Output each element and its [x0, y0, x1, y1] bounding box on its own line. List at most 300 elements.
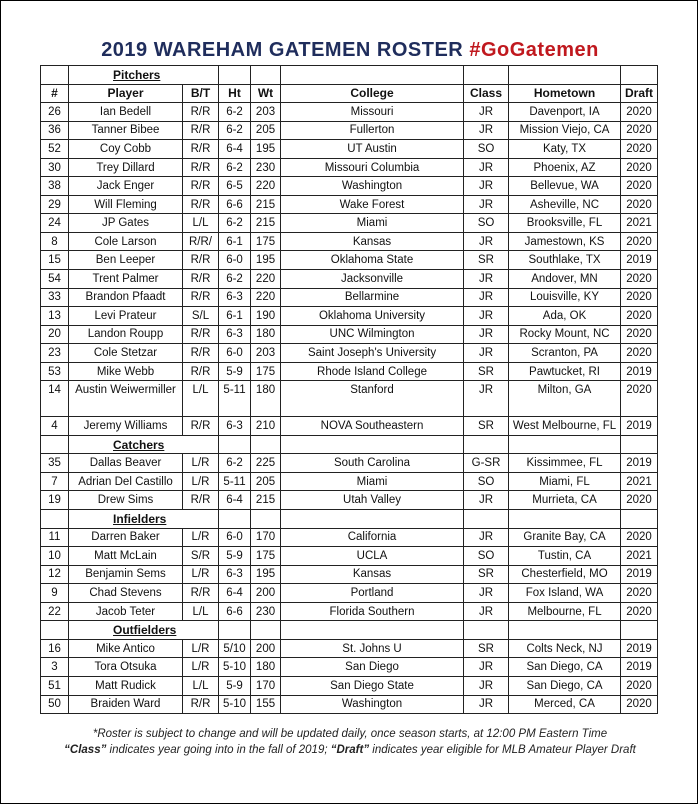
draft-year: 2019: [621, 658, 658, 677]
player-row: [41, 695, 658, 714]
player-row: [41, 158, 658, 177]
section-blank-cell: [41, 621, 69, 640]
bats-throws: R/R: [183, 195, 219, 214]
draft-year: 2020: [621, 491, 658, 510]
college: UCLA: [281, 547, 464, 566]
player-row: [41, 676, 658, 695]
height: 5/10: [219, 639, 251, 658]
section-blank-cell: [509, 510, 621, 529]
height: 6-0: [219, 528, 251, 547]
bats-throws: L/R: [183, 565, 219, 584]
roster-table: [40, 65, 658, 714]
class-year: JR: [464, 676, 509, 695]
player-name: JP Gates: [69, 214, 183, 233]
draft-year: 2020: [621, 695, 658, 714]
class-year: SO: [464, 547, 509, 566]
jersey-number: 33: [41, 288, 69, 307]
height: 6-2: [219, 214, 251, 233]
jersey-number: 22: [41, 602, 69, 621]
player-row: [41, 288, 658, 307]
section-blank-cell: [281, 510, 464, 529]
player-name: Mike Antico: [69, 639, 183, 658]
player-row: [41, 381, 658, 417]
draft-year: 2020: [621, 381, 658, 417]
class-year: JR: [464, 177, 509, 196]
section-blank-cell: [251, 510, 281, 529]
hometown: Pawtucket, RI: [509, 362, 621, 381]
bats-throws: R/R: [183, 695, 219, 714]
jersey-number: 13: [41, 307, 69, 326]
college: Miami: [281, 472, 464, 491]
bats-throws: S/L: [183, 307, 219, 326]
section-blank-cell: [219, 510, 251, 529]
college: Kansas: [281, 232, 464, 251]
bats-throws: L/L: [183, 381, 219, 417]
section-blank-cell: [251, 435, 281, 454]
jersey-number: 9: [41, 584, 69, 603]
college: Missouri Columbia: [281, 158, 464, 177]
bats-throws: L/L: [183, 602, 219, 621]
hometown: Brooksville, FL: [509, 214, 621, 233]
class-term: “Class”: [64, 744, 107, 756]
height: 5-9: [219, 676, 251, 695]
player-row: [41, 270, 658, 289]
hometown: Bellevue, WA: [509, 177, 621, 196]
college: Rhode Island College: [281, 362, 464, 381]
jersey-number: 12: [41, 565, 69, 584]
section-blank-cell: [464, 435, 509, 454]
bats-throws: L/R: [183, 528, 219, 547]
player-name: Tora Otsuka: [69, 658, 183, 677]
jersey-number: 50: [41, 695, 69, 714]
draft-year: 2020: [621, 121, 658, 140]
height: 5-9: [219, 362, 251, 381]
college: NOVA Southeastern: [281, 417, 464, 436]
jersey-number: 3: [41, 658, 69, 677]
column-header-row: [41, 84, 658, 103]
class-year: G-SR: [464, 454, 509, 473]
player-name: Landon Roupp: [69, 325, 183, 344]
jersey-number: 53: [41, 362, 69, 381]
player-row: [41, 658, 658, 677]
column-header-college: College: [281, 84, 464, 103]
weight: 215: [251, 214, 281, 233]
jersey-number: 16: [41, 639, 69, 658]
height: 6-5: [219, 177, 251, 196]
hometown: Mission Viejo, CA: [509, 121, 621, 140]
college: Oklahoma University: [281, 307, 464, 326]
player-row: [41, 121, 658, 140]
draft-year: 2020: [621, 528, 658, 547]
height: 6-0: [219, 344, 251, 363]
hometown: Fox Island, WA: [509, 584, 621, 603]
class-year: JR: [464, 344, 509, 363]
weight: 200: [251, 639, 281, 658]
college: Portland: [281, 584, 464, 603]
draft-year: 2020: [621, 270, 658, 289]
jersey-number: 30: [41, 158, 69, 177]
player-row: [41, 584, 658, 603]
class-year: JR: [464, 288, 509, 307]
player-row: [41, 565, 658, 584]
height: 6-3: [219, 325, 251, 344]
bats-throws: R/R: [183, 251, 219, 270]
player-row: [41, 639, 658, 658]
height: 6-2: [219, 103, 251, 122]
bats-throws: R/R/: [183, 232, 219, 251]
section-blank-cell: [41, 435, 69, 454]
bats-throws: R/R: [183, 584, 219, 603]
section-blank-cell: [219, 66, 251, 85]
jersey-number: 36: [41, 121, 69, 140]
player-row: [41, 140, 658, 159]
class-year: SO: [464, 214, 509, 233]
player-row: [41, 454, 658, 473]
college: Jacksonville: [281, 270, 464, 289]
draft-term: “Draft”: [330, 744, 370, 756]
hometown: Granite Bay, CA: [509, 528, 621, 547]
player-row: [41, 547, 658, 566]
college: Saint Joseph's University: [281, 344, 464, 363]
draft-year: 2020: [621, 676, 658, 695]
bats-throws: L/R: [183, 658, 219, 677]
jersey-number: 35: [41, 454, 69, 473]
jersey-number: 10: [41, 547, 69, 566]
player-row: [41, 307, 658, 326]
class-year: SR: [464, 639, 509, 658]
player-name: Jeremy Williams: [69, 417, 183, 436]
hometown: Melbourne, FL: [509, 602, 621, 621]
draft-year: 2020: [621, 232, 658, 251]
height: 5-10: [219, 695, 251, 714]
weight: 210: [251, 417, 281, 436]
draft-year: 2020: [621, 602, 658, 621]
section-blank-cell: [219, 435, 251, 454]
weight: 170: [251, 676, 281, 695]
height: 6-3: [219, 417, 251, 436]
draft-year: 2020: [621, 288, 658, 307]
hometown: Murrieta, CA: [509, 491, 621, 510]
hometown: Jamestown, KS: [509, 232, 621, 251]
bats-throws: L/L: [183, 676, 219, 695]
player-row: [41, 344, 658, 363]
player-name: Trey Dillard: [69, 158, 183, 177]
college: Oklahoma State: [281, 251, 464, 270]
weight: 170: [251, 528, 281, 547]
player-name: Jacob Teter: [69, 602, 183, 621]
draft-year: 2020: [621, 584, 658, 603]
class-year: SR: [464, 565, 509, 584]
class-year: JR: [464, 658, 509, 677]
player-name: Chad Stevens: [69, 584, 183, 603]
hometown: Milton, GA: [509, 381, 621, 417]
bats-throws: L/R: [183, 639, 219, 658]
jersey-number: 52: [41, 140, 69, 159]
college: Washington: [281, 177, 464, 196]
draft-year: 2020: [621, 103, 658, 122]
height: 5-11: [219, 381, 251, 417]
weight: 175: [251, 547, 281, 566]
hometown: Scranton, PA: [509, 344, 621, 363]
weight: 225: [251, 454, 281, 473]
weight: 220: [251, 270, 281, 289]
class-definition: indicates year going into in the fall of 2019;: [106, 744, 331, 756]
college: Utah Valley: [281, 491, 464, 510]
draft-year: 2019: [621, 454, 658, 473]
jersey-number: 26: [41, 103, 69, 122]
section-blank-cell: [464, 66, 509, 85]
player-row: [41, 251, 658, 270]
weight: 203: [251, 103, 281, 122]
section-label: Pitchers: [69, 66, 219, 85]
section-label: Catchers: [69, 435, 219, 454]
bats-throws: R/R: [183, 158, 219, 177]
jersey-number: 4: [41, 417, 69, 436]
player-row: [41, 491, 658, 510]
class-year: JR: [464, 158, 509, 177]
class-year: JR: [464, 103, 509, 122]
player-name: Ben Leeper: [69, 251, 183, 270]
draft-year: 2019: [621, 639, 658, 658]
bats-throws: R/R: [183, 491, 219, 510]
class-year: JR: [464, 195, 509, 214]
player-name: Cole Stetzar: [69, 344, 183, 363]
hometown: San Diego, CA: [509, 658, 621, 677]
weight: 175: [251, 232, 281, 251]
class-year: JR: [464, 121, 509, 140]
draft-year: 2020: [621, 140, 658, 159]
player-name: Trent Palmer: [69, 270, 183, 289]
player-name: Tanner Bibee: [69, 121, 183, 140]
player-row: [41, 325, 658, 344]
weight: 230: [251, 602, 281, 621]
section-blank-cell: [464, 510, 509, 529]
player-name: Darren Baker: [69, 528, 183, 547]
title-hashtag: #GoGatemen: [469, 39, 599, 61]
bats-throws: S/R: [183, 547, 219, 566]
jersey-number: 19: [41, 491, 69, 510]
height: 6-3: [219, 288, 251, 307]
hometown: Miami, FL: [509, 472, 621, 491]
weight: 220: [251, 177, 281, 196]
column-header-draft-year: Draft: [621, 84, 658, 103]
college: Miami: [281, 214, 464, 233]
player-row: [41, 528, 658, 547]
hometown: Rocky Mount, NC: [509, 325, 621, 344]
jersey-number: 14: [41, 381, 69, 417]
class-year: SR: [464, 417, 509, 436]
class-year: SR: [464, 251, 509, 270]
draft-year: 2020: [621, 344, 658, 363]
class-year: JR: [464, 307, 509, 326]
draft-year: 2020: [621, 195, 658, 214]
bats-throws: L/L: [183, 214, 219, 233]
bats-throws: R/R: [183, 103, 219, 122]
player-name: Austin Weiwermiller: [69, 381, 183, 417]
height: 6-2: [219, 158, 251, 177]
section-blank-cell: [281, 66, 464, 85]
player-row: [41, 602, 658, 621]
college: St. Johns U: [281, 639, 464, 658]
weight: 220: [251, 288, 281, 307]
class-year: JR: [464, 584, 509, 603]
draft-year: 2021: [621, 547, 658, 566]
college: South Carolina: [281, 454, 464, 473]
jersey-number: 23: [41, 344, 69, 363]
column-header-player-name: Player: [69, 84, 183, 103]
weight: 180: [251, 381, 281, 417]
height: 6-4: [219, 584, 251, 603]
section-blank-cell: [621, 435, 658, 454]
column-header-height: Ht: [219, 84, 251, 103]
section-blank-cell: [251, 66, 281, 85]
jersey-number: 20: [41, 325, 69, 344]
height: 6-2: [219, 121, 251, 140]
section-blank-cell: [621, 510, 658, 529]
player-row: [41, 417, 658, 436]
player-name: Coy Cobb: [69, 140, 183, 159]
hometown: Katy, TX: [509, 140, 621, 159]
hometown: Ada, OK: [509, 307, 621, 326]
college: Washington: [281, 695, 464, 714]
draft-year: 2019: [621, 565, 658, 584]
draft-year: 2019: [621, 251, 658, 270]
jersey-number: 24: [41, 214, 69, 233]
section-header-pitchers: [41, 66, 658, 85]
hometown: West Melbourne, FL: [509, 417, 621, 436]
class-year: JR: [464, 381, 509, 417]
college: Missouri: [281, 103, 464, 122]
hometown: Andover, MN: [509, 270, 621, 289]
player-name: Brandon Pfaadt: [69, 288, 183, 307]
weight: 203: [251, 344, 281, 363]
player-row: [41, 195, 658, 214]
college: Kansas: [281, 565, 464, 584]
page-title: [1, 39, 698, 62]
section-header-outfielders: [41, 621, 658, 640]
player-name: Ian Bedell: [69, 103, 183, 122]
section-blank-cell: [621, 621, 658, 640]
college: UT Austin: [281, 140, 464, 159]
bats-throws: R/R: [183, 325, 219, 344]
college: San Diego State: [281, 676, 464, 695]
draft-year: 2019: [621, 417, 658, 436]
player-row: [41, 472, 658, 491]
draft-year: 2021: [621, 214, 658, 233]
player-row: [41, 177, 658, 196]
draft-year: 2020: [621, 325, 658, 344]
hometown: Southlake, TX: [509, 251, 621, 270]
section-blank-cell: [464, 621, 509, 640]
jersey-number: 7: [41, 472, 69, 491]
jersey-number: 51: [41, 676, 69, 695]
college: California: [281, 528, 464, 547]
height: 6-1: [219, 307, 251, 326]
player-name: Dallas Beaver: [69, 454, 183, 473]
hometown: Colts Neck, NJ: [509, 639, 621, 658]
college: UNC Wilmington: [281, 325, 464, 344]
draft-definition: indicates year eligible for MLB Amateur Player Draft: [369, 744, 636, 756]
class-year: JR: [464, 528, 509, 547]
footnote-roster-change: *Roster is subject to change and will be updated daily, once season starts, at 12:00 PM Eastern Time: [92, 728, 608, 740]
height: 6-4: [219, 491, 251, 510]
player-name: Benjamin Sems: [69, 565, 183, 584]
hometown: Tustin, CA: [509, 547, 621, 566]
weight: 230: [251, 158, 281, 177]
class-year: SO: [464, 472, 509, 491]
height: 5-10: [219, 658, 251, 677]
player-name: Matt McLain: [69, 547, 183, 566]
section-header-catchers: [41, 435, 658, 454]
section-blank-cell: [509, 621, 621, 640]
college: Stanford: [281, 381, 464, 417]
footnotes: [1, 726, 698, 758]
player-name: Matt Rudick: [69, 676, 183, 695]
hometown: Phoenix, AZ: [509, 158, 621, 177]
height: 6-2: [219, 454, 251, 473]
jersey-number: 29: [41, 195, 69, 214]
section-blank-cell: [621, 66, 658, 85]
hometown: Louisville, KY: [509, 288, 621, 307]
player-name: Adrian Del Castillo: [69, 472, 183, 491]
college: Bellarmine: [281, 288, 464, 307]
player-name: Drew Sims: [69, 491, 183, 510]
jersey-number: 8: [41, 232, 69, 251]
weight: 175: [251, 362, 281, 381]
column-header-jersey-number: #: [41, 84, 69, 103]
section-label: Infielders: [69, 510, 219, 529]
player-name: Braiden Ward: [69, 695, 183, 714]
hometown: Kissimmee, FL: [509, 454, 621, 473]
bats-throws: L/R: [183, 454, 219, 473]
section-blank-cell: [281, 621, 464, 640]
college: Wake Forest: [281, 195, 464, 214]
jersey-number: 54: [41, 270, 69, 289]
hometown: Merced, CA: [509, 695, 621, 714]
bats-throws: R/R: [183, 177, 219, 196]
weight: 195: [251, 140, 281, 159]
college: Fullerton: [281, 121, 464, 140]
footnote-definitions: [1, 742, 698, 758]
bats-throws: L/R: [183, 472, 219, 491]
player-name: Will Fleming: [69, 195, 183, 214]
player-name: Cole Larson: [69, 232, 183, 251]
section-blank-cell: [509, 435, 621, 454]
column-header-weight: Wt: [251, 84, 281, 103]
section-blank-cell: [219, 621, 251, 640]
class-year: JR: [464, 602, 509, 621]
section-blank-cell: [41, 510, 69, 529]
class-year: SR: [464, 362, 509, 381]
player-row: [41, 214, 658, 233]
section-header-infielders: [41, 510, 658, 529]
player-row: [41, 232, 658, 251]
weight: 215: [251, 195, 281, 214]
weight: 180: [251, 325, 281, 344]
draft-year: 2020: [621, 177, 658, 196]
bats-throws: R/R: [183, 362, 219, 381]
height: 6-6: [219, 195, 251, 214]
player-row: [41, 362, 658, 381]
college: Florida Southern: [281, 602, 464, 621]
hometown: Chesterfield, MO: [509, 565, 621, 584]
college: San Diego: [281, 658, 464, 677]
draft-year: 2021: [621, 472, 658, 491]
weight: 195: [251, 251, 281, 270]
height: 6-2: [219, 270, 251, 289]
height: 6-0: [219, 251, 251, 270]
weight: 180: [251, 658, 281, 677]
